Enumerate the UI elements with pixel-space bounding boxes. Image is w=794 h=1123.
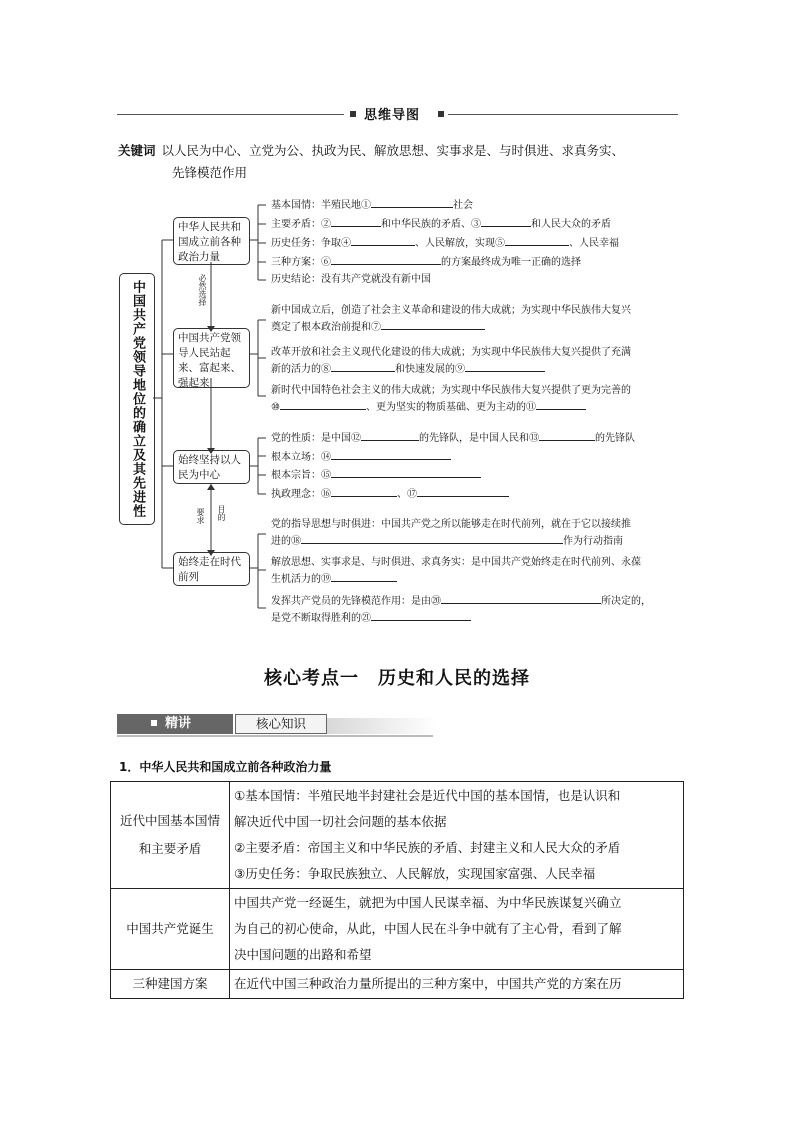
blank-17: [417, 486, 509, 497]
link-label-inevitable-choice: 必然选择: [198, 274, 207, 306]
leaf-fundamental-purpose: 根本宗旨：⑮: [271, 467, 481, 484]
blank-12: [361, 430, 419, 441]
blank-21: [371, 610, 471, 621]
blank-13: [539, 430, 595, 441]
leaf-vanguard-role: 发挥共产党员的先锋模范作用：是由⑳ 所决定的， 是党不断取得胜利的㉑: [271, 593, 651, 627]
section-title: 核心考点一 历史和人民的选择: [264, 668, 530, 689]
table-row-content: 中国共产党一经诞生，就把为中国人民谋幸福、为中华民族谋复兴确立 为自己的初心使命，从此，中国人民在斗争中就有了主心骨，看到了解 决中国问题的出路和希望: [230, 889, 684, 970]
blank-6: [331, 254, 441, 265]
leaf-historical-conclusion: 历史结论：没有共产党就没有新中国: [271, 274, 431, 285]
link-label-requirement: 要求: [196, 508, 205, 524]
leaf-reform-achievements: 改革开放和社会主义现代化建设的伟大成就；为实现中华民族伟大复兴提供了充满 新的活力的⑧ 和快速发展的⑨: [271, 347, 631, 375]
table-row-label: 近代中国基本国情和主要矛盾: [111, 782, 230, 889]
tab-core-knowledge: 核心知识: [235, 714, 327, 734]
table-row: [111, 970, 684, 999]
keywords-line-2: 先锋模范作用: [172, 165, 248, 180]
leaf-new-china-achievements: 新中国成立后，创造了社会主义革命和建设的伟大成就；为实现中华民族伟大复兴 奠定了根本政治前提和⑦: [271, 305, 631, 333]
blank-14: [331, 449, 451, 460]
leaf-governing-philosophy: 执政理念：⑯ 、⑰: [271, 486, 509, 503]
section-tabbar: [117, 714, 433, 736]
blank-9: [465, 361, 545, 372]
square-bullet-icon: [151, 720, 157, 726]
blank-1: [371, 197, 453, 208]
blank-15: [331, 467, 481, 478]
blank-16: [331, 486, 397, 497]
table-row-content: ①基本国情：半殖民地半封建社会是近代中国的基本国情，也是认识和 解决近代中国一切社会问题的基本依据 ②主要矛盾：帝国主义和中华民族的矛盾、封建主义和人民大众的矛盾 ③历史任务：争取民族独立、人民解放，实现国家富强、人民幸福: [230, 782, 684, 889]
blank-5: [505, 235, 569, 246]
knowledge-table: [110, 781, 684, 999]
table-row: [111, 889, 684, 970]
page-title: 思维导图: [364, 108, 421, 123]
leaf-historical-task: 历史任务：争取④ 、人民解放，实现⑤ 、人民幸福: [271, 235, 619, 252]
tab-underline: [117, 735, 433, 737]
table-row: [111, 782, 684, 889]
leaf-fundamental-stance: 根本立场：⑭: [271, 449, 451, 466]
table-row-content: 在近代中国三种政治力量所提出的三种方案中，中国共产党的方案在历: [230, 970, 684, 999]
blank-8: [331, 361, 395, 372]
keywords-text: 以人民为中心、立党为公、执政为民、解放思想、实事求是、与时俱进、求真务实、: [161, 143, 625, 158]
table-row-label: 中国共产党诞生: [111, 889, 230, 970]
leaf-party-nature: 党的性质：是中国⑫ 的先锋队，是中国人民和⑬ 的先锋队: [271, 430, 635, 447]
link-label-purpose: 目的: [217, 505, 226, 521]
leaf-guiding-thought: 党的指导思想与时俱进：中国共产党之所以能够走在时代前列，就在于它以接续推 进的⑱ 作为行动指南: [271, 519, 631, 547]
blank-10: [280, 399, 366, 410]
blank-19: [331, 571, 397, 582]
branch-node-political-forces: 中华人民共和国成立前各种政治力量: [173, 217, 250, 265]
leaf-basic-situation: 基本国情：半殖民地① 社会: [271, 197, 473, 214]
blank-2: [331, 216, 381, 227]
blank-7: [381, 319, 485, 330]
blank-3: [481, 216, 531, 227]
branch-node-stand-up-rich-strong: 中国共产党领导人民站起来、富起来、强起来: [173, 328, 250, 388]
leaf-three-plans: 三种方案：⑥ 的方案最终成为唯一正确的选择: [271, 254, 581, 271]
mindmap-root: 中国共产党领导地位的确立及其先进性: [119, 273, 155, 525]
branch-node-people-centered: 始终坚持以人民为中心: [173, 450, 250, 484]
blank-18: [301, 533, 563, 544]
leaf-new-era-achievements: 新时代中国特色社会主义的伟大成就；为实现中华民族伟大复兴提供了更为完善的 ⑩ 、更为坚实的物质基础、更为主动的⑪: [271, 385, 631, 413]
table-row-label: 三种建国方案: [111, 970, 230, 999]
tab-lecture: 精讲: [117, 714, 233, 734]
branch-node-forefront-of-times: 始终走在时代前列: [173, 552, 250, 586]
leaf-emancipate-mind: 解放思想、实事求是、与时俱进、求真务实：是中国共产党始终走在时代前列、永葆 生机活力的⑲: [271, 557, 641, 585]
tab-shade: [327, 718, 437, 734]
blank-4: [351, 235, 415, 246]
blank-11: [536, 399, 586, 410]
leaf-main-contradiction: 主要矛盾：② 和中华民族的矛盾、③ 和人民大众的矛盾: [271, 216, 611, 233]
keywords-label: 关键词: [118, 143, 156, 158]
blank-20: [441, 593, 601, 604]
subheading: 1．中华人民共和国成立前各种政治力量: [119, 760, 332, 774]
